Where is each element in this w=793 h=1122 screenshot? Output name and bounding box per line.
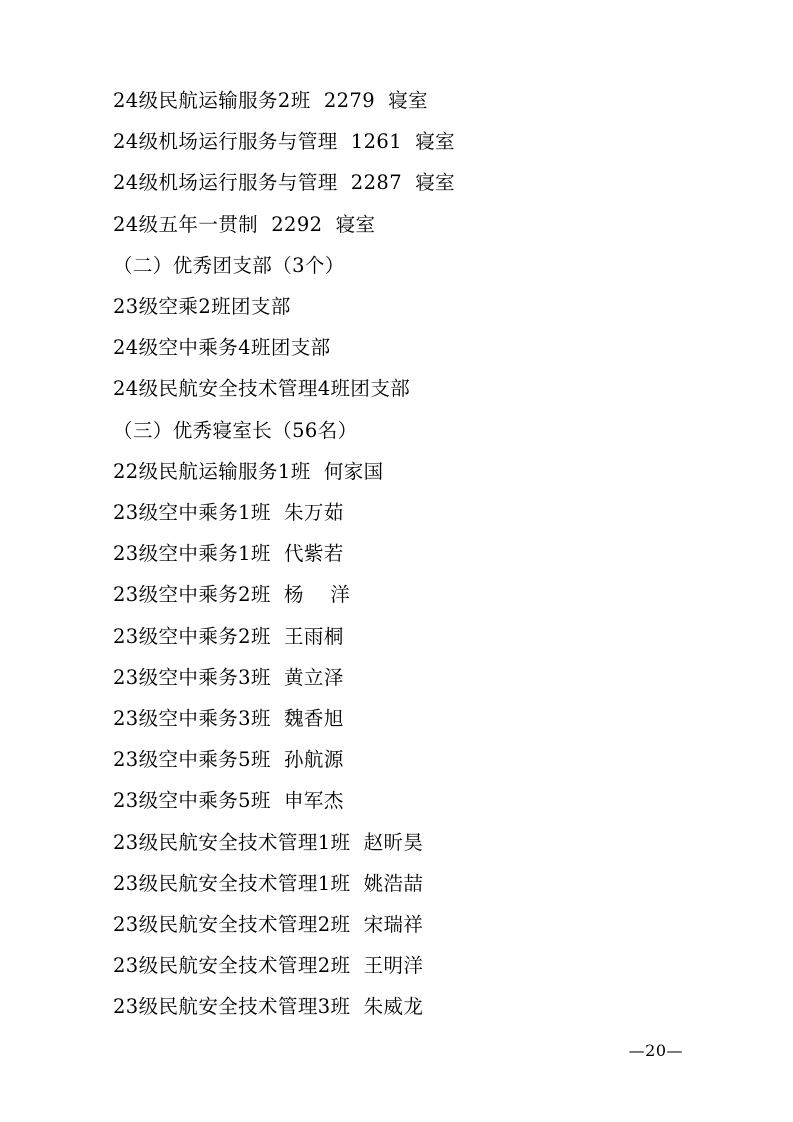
document-line: 23级空乘2班团支部 (113, 295, 291, 319)
document-line: 23级民航安全技术管理1班 赵昕昊 (113, 830, 424, 854)
document-line: 23级民航安全技术管理1班 姚浩喆 (113, 871, 424, 895)
document-line: 24级五年一贯制 2292 寝室 (113, 212, 376, 236)
document-line: （三）优秀寝室长（56名） (113, 418, 358, 442)
document-line: 24级空中乘务4班团支部 (113, 336, 331, 360)
page-number: —20— (628, 1041, 683, 1060)
document-line: 23级空中乘务5班 孙航源 (113, 748, 344, 772)
document-line: 23级民航安全技术管理2班 王明洋 (113, 954, 424, 978)
document-line: 23级空中乘务2班 王雨桐 (113, 624, 344, 648)
document-line: 24级民航安全技术管理4班团支部 (113, 377, 411, 401)
document-line: 23级民航安全技术管理2班 宋瑞祥 (113, 913, 424, 937)
document-line: 24级机场运行服务与管理 2287 寝室 (113, 171, 456, 195)
document-line: 24级机场运行服务与管理 1261 寝室 (113, 130, 456, 154)
document-line: 24级民航运输服务2班 2279 寝室 (113, 89, 429, 112)
document-lines (113, 80, 683, 1028)
document-line: 23级空中乘务3班 黄立泽 (113, 665, 344, 689)
document-line: 23级空中乘务2班 杨 洋 (113, 583, 351, 607)
document-body (113, 80, 683, 1028)
document-line: 23级空中乘务1班 朱万茹 (113, 501, 344, 525)
document-line: 23级空中乘务1班 代紫若 (113, 542, 344, 566)
document-line: 23级空中乘务5班 申军杰 (113, 789, 344, 813)
document-line: （二）优秀团支部（3个） (113, 253, 345, 277)
document-line: 23级空中乘务3班 魏香旭 (113, 707, 344, 731)
document-line: 23级民航安全技术管理3班 朱威龙 (113, 995, 424, 1019)
document-line: 22级民航运输服务1班 何家国 (113, 459, 384, 483)
